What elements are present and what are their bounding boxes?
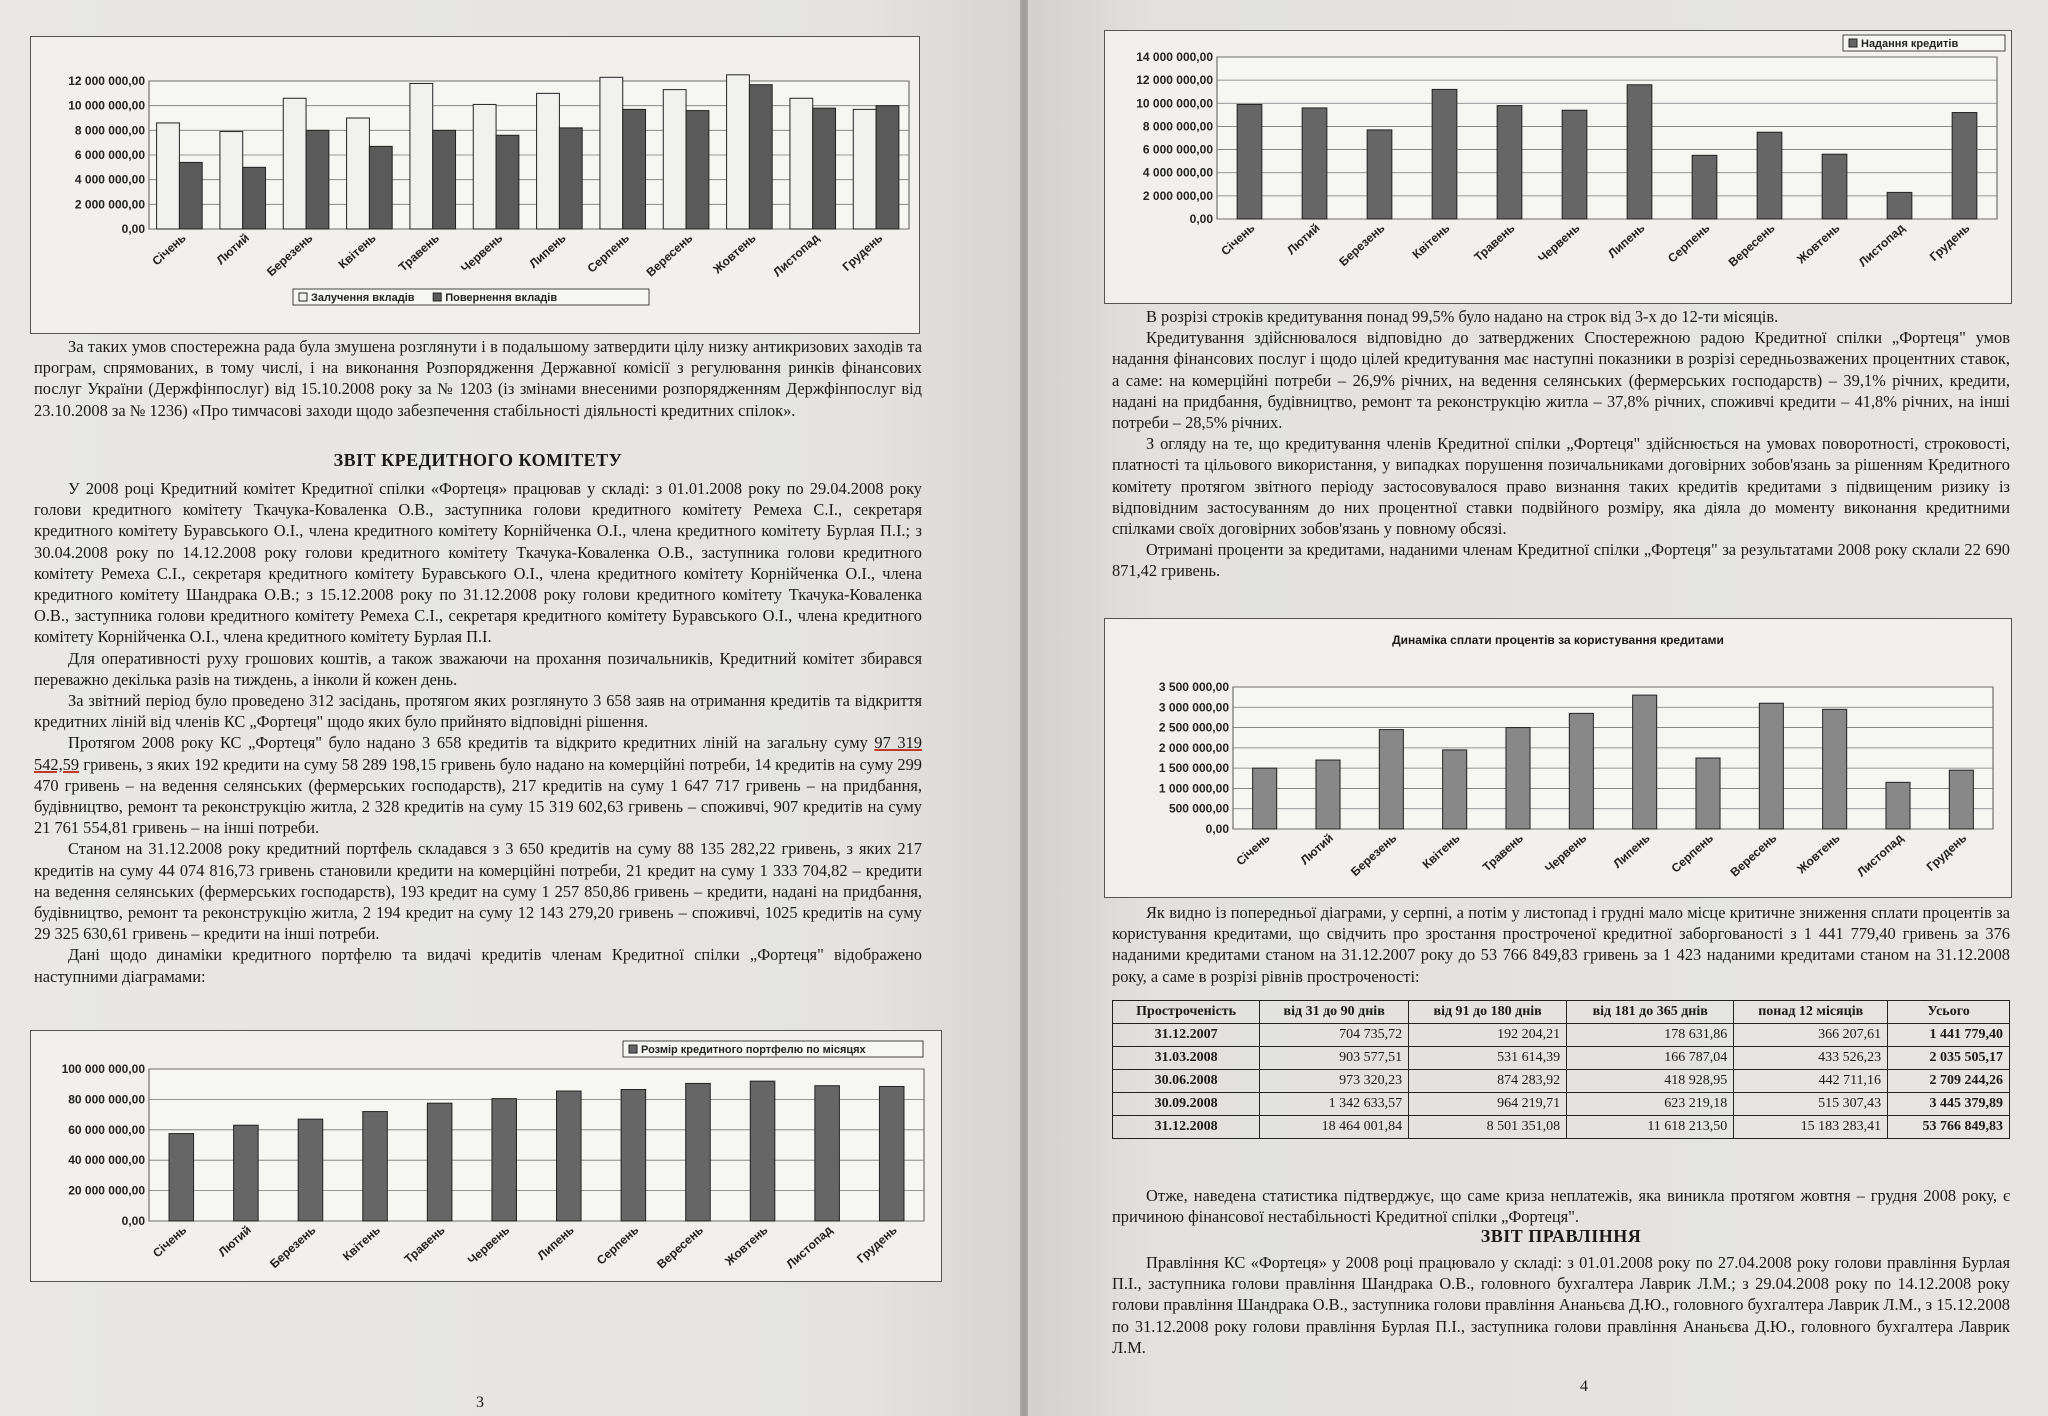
legend-swatch: [1849, 39, 1857, 47]
overdue-table-column-header: Усього: [1888, 1001, 2010, 1024]
bar: [623, 109, 646, 229]
left-page: [0, 0, 1020, 1416]
bar: [686, 111, 709, 229]
category-label: Серпень: [593, 1222, 642, 1268]
bar: [1367, 130, 1392, 219]
category-label: Липень: [1610, 830, 1653, 871]
loans-issued-sum: 97 319 542,59: [34, 733, 922, 774]
category-label: Вересень: [1725, 220, 1778, 270]
category-label: Липень: [534, 1222, 577, 1263]
table-row: [1113, 1116, 2010, 1139]
table-row: [1113, 1047, 2010, 1070]
y-tick-label: 14 000 000,00: [1136, 50, 1213, 64]
category-label: Червень: [464, 1222, 513, 1268]
interest-chart-svg: [1105, 619, 2011, 897]
bar: [750, 1081, 775, 1221]
y-tick-label: 10 000 000,00: [1136, 96, 1213, 111]
chart-legend: [623, 1041, 923, 1057]
overdue-table-column-header: понад 12 місяців: [1734, 1001, 1888, 1024]
chart-legend: [293, 289, 649, 305]
bar: [410, 83, 433, 229]
right-text-bottom: [1112, 1185, 2010, 1227]
credit-committee-heading: ЗВІТ КРЕДИТНОГО КОМІТЕТУ: [333, 450, 623, 470]
category-label: Липень: [526, 230, 569, 271]
category-label: Серпень: [1665, 220, 1713, 266]
deposits-chart-svg: [31, 37, 919, 333]
category-label: Листопад: [1854, 830, 1907, 880]
y-tick-label: 40 000 000,00: [68, 1153, 145, 1168]
bar: [600, 77, 623, 229]
category-label: Січень: [1218, 220, 1258, 259]
legend-label: Надання кредитів: [1861, 38, 1959, 50]
bar: [727, 75, 750, 229]
category-label: Жовтень: [1794, 830, 1843, 877]
y-tick-label: 0,00: [1189, 212, 1213, 226]
bar: [876, 106, 899, 229]
paragraph-board-composition: Правління КС «Фортеця» у 2008 році працювало у складі: з 01.01.2008 року по 27.04.2008 року голови правління Бурлая П.І., заступника голови правління Шандрака О.В., головного бухгалтера Лаврик Л.М.; з 29.04.2008 року по 14.12.2008 року голови правління Шандрака О.В., заступника голови правління Ананьєва Д.Ю., головного бухгалтера Лаврик Л.М., з 15.12.2008 по 31.12.2008 року голови правління Бурлая П.І., заступника голови правління Ананьєва Д.Ю., головного бухгалтера Лаврик Л.М.: [1112, 1253, 2010, 1357]
paragraph-interest-rates: Кредитування здійснювалося відповідно до затверджених Спостережною радою Кредитної спілки „Фортеця" умов надання фінансових послуг і щодо цілей кредитування має наступні показники в розрізі середньозважених процентних ставок, а саме: на комерційні потреби – 26,9% річних, на ведення селянських (фермерських господарств) – 39,1% річних, кредити, надані на придбання, будівництво, ремонт та реконструкцію житла – 37,8% річних, споживчі кредити – 41,8% річних, на інші потреби – 28,5% річних.: [1112, 328, 2010, 433]
legend-swatch: [299, 293, 307, 301]
category-label: Квітень: [1409, 220, 1453, 262]
y-tick-label: 4 000 000,00: [74, 172, 145, 187]
table-cell: 31.12.2008: [1113, 1116, 1260, 1139]
paragraph-loans-issued: [34, 732, 922, 838]
category-label: Лютий: [213, 230, 253, 268]
paragraph-interest-received: Отримані проценти за кредитами, наданими членам Кредитної спілки „Фортеця" за результатами 2008 року склали 22 690 871,42 гривень.: [1112, 540, 2010, 581]
page-number-right: 4: [1580, 1378, 1588, 1395]
plot-area: [1217, 57, 1997, 219]
category-label: Жовтень: [722, 1222, 771, 1269]
table-cell: 442 711,16: [1734, 1070, 1888, 1093]
category-label: Січень: [1233, 830, 1273, 869]
table-cell: 30.06.2008: [1113, 1070, 1260, 1093]
bar: [1757, 132, 1782, 219]
category-label: Лютий: [215, 1222, 254, 1260]
legend-swatch: [433, 293, 441, 301]
bar: [496, 135, 519, 229]
loans-issued-chart-svg: [1105, 31, 2011, 303]
bar: [1497, 106, 1522, 219]
category-label: Травень: [1479, 830, 1527, 875]
bar: [1949, 770, 1973, 829]
portfolio-chart-svg: [31, 1031, 941, 1281]
category-label: Березень: [264, 230, 316, 279]
y-tick-label: 2 000 000,00: [1158, 740, 1229, 755]
bar: [363, 1112, 388, 1221]
category-label: Березень: [1348, 830, 1400, 879]
table-cell: 531 614,39: [1409, 1047, 1567, 1070]
y-tick-label: 3 500 000,00: [1158, 680, 1229, 694]
bar: [234, 1125, 259, 1221]
loans-issued-end: гривень, з яких 192 кредити на суму 58 289 198,15 гривень було надано на комерційні потреби, 14 кредитів на суму 299 470 гривень – на ведення селянських (фермерських господарств), 217 кредитів на суму 1 647 717 гривень – на придбання, будівництво, ремонт та реконструкцію житла, 2 328 кредитів на суму 15 319 602,63 гривень – споживчі, 907 кредитів на суму 21 761 554,81 гривень – на інші потреби.: [34, 754, 922, 838]
plot-area: [1233, 687, 1993, 829]
legend-label: Розмір кредитного портфелю по місяцях: [641, 1044, 866, 1056]
table-cell: 3 445 379,89: [1888, 1093, 2010, 1116]
bar: [179, 162, 202, 229]
bar: [427, 1103, 452, 1221]
legend-label: Залучення вкладів: [311, 292, 415, 304]
category-label: Травень: [395, 230, 443, 275]
bar: [298, 1119, 323, 1221]
bar: [492, 1099, 517, 1221]
loans-issued-start: Протягом 2008 року КС „Фортеця" було надано 3 658 кредитів та відкрито кредитних ліній на загальну суму: [68, 733, 875, 753]
overdue-table-column-header: від 91 до 180 днів: [1409, 1001, 1567, 1024]
table-cell: 903 577,51: [1260, 1047, 1409, 1070]
legend-swatch: [629, 1045, 637, 1053]
bar: [686, 1083, 711, 1221]
plot-area: [149, 1069, 924, 1221]
paragraph-text: Як видно із попередньої діаграми, у серпні, а потім у листопад і грудні мало місце критичне зниження сплати процентів за користування кредитами, що свідчить про зростання простроченої кредитної заборгованості з 1 441 779,40 гривень за 376 наданими кредитами станом на 31.12.2007 року до 53 766 849,83 гривень за 1 423 наданими кредитами станом на 31.12.2008 року, а саме в розрізі рівнів простроченості:: [1112, 903, 2010, 986]
overdue-table-column-header: від 181 до 365 днів: [1567, 1001, 1734, 1024]
table-cell: 2 035 505,17: [1888, 1047, 2010, 1070]
overdue-table-header: [1113, 1001, 2010, 1024]
table-cell: 31.12.2007: [1113, 1024, 1260, 1047]
legend-label: Повернення вкладів: [445, 292, 558, 304]
portfolio-chart: [30, 1030, 942, 1282]
y-tick-label: 0,00: [121, 222, 145, 236]
table-cell: 15 183 283,41: [1734, 1116, 1888, 1139]
y-tick-label: 3 000 000,00: [1158, 700, 1229, 715]
category-label: Травень: [401, 1222, 448, 1267]
bar: [749, 85, 772, 229]
y-tick-label: 8 000 000,00: [74, 123, 145, 138]
board-text: [1112, 1252, 2010, 1358]
category-label: Січень: [150, 1222, 190, 1261]
right-page: [1028, 0, 2048, 1416]
y-tick-label: 6 000 000,00: [1142, 142, 1213, 157]
bar: [1253, 768, 1277, 829]
table-cell: 8 501 351,08: [1409, 1116, 1567, 1139]
bar: [369, 146, 392, 229]
bar: [473, 104, 496, 229]
bar: [1759, 703, 1783, 829]
paragraph-portfolio: Станом на 31.12.2008 року кредитний портфель складався з 3 650 кредитів на суму 88 135 282,22 гривень, з яких 217 кредитів на суму 44 074 816,73 гривень становили кредити на комерційні потреби, 21 кредит на суму 1 333 704,82 – кредити на ведення селянських (фермерських господарств), 193 кредит на суму 1 257 850,86 гривень – кредити, надані на придбання, будівництво, ремонт та реконструкцію житла, 2 194 кредит на суму 12 143 279,20 гривень – споживчі, 1025 кредитів на суму 29 325 630,61 гривень – кредити на інші потреби.: [34, 839, 922, 944]
overdue-table-column-header: від 31 до 90 днів: [1260, 1001, 1409, 1024]
bar: [1886, 782, 1910, 829]
table-cell: 166 787,04: [1567, 1047, 1734, 1070]
category-label: Листопад: [770, 230, 823, 280]
y-tick-label: 20 000 000,00: [68, 1183, 145, 1198]
bar: [879, 1086, 904, 1221]
table-cell: 418 928,95: [1567, 1070, 1734, 1093]
category-label: Грудень: [1923, 830, 1970, 874]
category-label: Квітень: [1419, 830, 1463, 872]
bar: [1696, 758, 1720, 829]
bar: [283, 98, 306, 229]
y-tick-label: 12 000 000,00: [1136, 73, 1213, 88]
bar: [853, 109, 876, 229]
table-cell: 1 441 779,40: [1888, 1024, 2010, 1047]
category-label: Лютий: [1297, 830, 1337, 868]
bar: [559, 128, 582, 229]
board-heading: ЗВІТ ПРАВЛІННЯ: [1480, 1226, 1642, 1246]
y-tick-label: 1 000 000,00: [1158, 781, 1229, 796]
category-label: Травень: [1471, 220, 1518, 265]
y-tick-label: 500 000,00: [1168, 801, 1229, 816]
category-label: Грудень: [854, 1222, 900, 1266]
category-label: Грудень: [839, 230, 886, 274]
bar: [1633, 695, 1657, 829]
table-cell: 18 464 001,84: [1260, 1116, 1409, 1139]
category-label: Жовтень: [710, 230, 759, 277]
right-text-top: [1112, 306, 2010, 582]
deposits-chart: [30, 36, 920, 334]
bar: [1823, 709, 1847, 829]
table-cell: 433 526,23: [1734, 1047, 1888, 1070]
category-label: Вересень: [1727, 830, 1780, 880]
paragraph-text: За таких умов спостережна рада була змушена розглянути і в подальшому затвердити цілу низку антикризових заходів та програм, спрямованих, в тому числі, і на виконання Розпорядження Державної комісії з регулювання ринків фінансових послуг України (Держфінпослуг) від 15.10.2008 року за № 1203 (із змінами внесеними розпорядженням Держфінпослуг від 23.10.2008 за № 1236) «Про тимчасові заходи щодо забезпечення стабільності діяльності кредитних спілок».: [34, 337, 922, 420]
y-tick-label: 2 500 000,00: [1158, 720, 1229, 735]
table-cell: 515 307,43: [1734, 1093, 1888, 1116]
category-label: Серпень: [584, 230, 633, 276]
table-cell: 11 618 213,50: [1567, 1116, 1734, 1139]
paragraph-overdue-intro: [1112, 902, 2010, 987]
bar: [790, 98, 813, 229]
y-tick-label: 12 000 000,00: [68, 74, 145, 88]
bar: [220, 132, 243, 229]
bar: [1562, 110, 1587, 219]
overdue-table-column-header: Простроченість: [1113, 1001, 1260, 1024]
paragraph-conclusion: Отже, наведена статистика підтверджує, що саме криза неплатежів, яка виникла протягом жовтня – грудня 2008 року, є причиною фінансової нестабільності Кредитної спілки „Фортеця".: [1112, 1186, 2010, 1227]
category-label: Листопад: [783, 1222, 836, 1272]
bar: [347, 118, 370, 229]
paragraph-charts-intro: Дані щодо динаміки кредитного портфелю та видачі кредитів членам Кредитної спілки „Фортеця" відображено наступними діаграмами:: [34, 945, 922, 986]
table-cell: 623 219,18: [1567, 1093, 1734, 1116]
overdue-table: [1112, 1000, 2010, 1139]
paragraph-meetings-count: За звітний період було проведено 312 засідань, протягом яких розглянуто 3 658 заяв на отримання кредитів та відкриття кредитних ліній від членів КС „Фортеця" щодо яких було прийнято відповідні рішення.: [34, 691, 922, 732]
y-tick-label: 100 000 000,00: [61, 1062, 145, 1076]
category-label: Квітень: [340, 1222, 384, 1264]
credit-committee-text: [34, 478, 922, 987]
table-row: [1113, 1093, 2010, 1116]
paragraph-meetings-frequency: Для оперативності руху грошових коштів, а також зважаючи на прохання позичальників, Кредитний комітет збирався переважно декілька разів на тиждень, а інколи й кожен день.: [34, 648, 922, 689]
bar: [557, 1091, 582, 1221]
table-cell: 1 342 633,57: [1260, 1093, 1409, 1116]
y-tick-label: 0,00: [1205, 822, 1229, 836]
table-cell: 964 219,71: [1409, 1093, 1567, 1116]
bar: [1237, 104, 1262, 219]
bar: [433, 130, 456, 229]
y-tick-label: 8 000 000,00: [1142, 119, 1213, 134]
category-label: Червень: [458, 230, 506, 276]
y-tick-label: 10 000 000,00: [68, 98, 145, 113]
bar: [537, 93, 560, 229]
table-cell: 704 735,72: [1260, 1024, 1409, 1047]
bar: [621, 1090, 646, 1221]
category-label: Серпень: [1668, 830, 1717, 876]
loans-issued-chart: [1104, 30, 2012, 304]
category-label: Листопад: [1855, 220, 1908, 270]
category-label: Червень: [1542, 830, 1590, 876]
category-label: Вересень: [643, 230, 696, 280]
table-cell: 53 766 849,83: [1888, 1116, 2010, 1139]
bar: [1302, 108, 1327, 219]
bar: [813, 108, 836, 229]
paragraph-loan-terms: В розрізі строків кредитування понад 99,5% було надано на строк від 3-х до 12-ти місяців.: [1146, 307, 1779, 326]
bar: [1887, 192, 1912, 219]
bar: [169, 1134, 194, 1221]
y-tick-label: 6 000 000,00: [74, 148, 145, 162]
bar: [1316, 760, 1340, 829]
bar: [1443, 750, 1467, 829]
y-tick-label: 0,00: [121, 1214, 145, 1228]
table-cell: 973 320,23: [1260, 1070, 1409, 1093]
bar: [815, 1086, 840, 1221]
table-cell: 192 204,21: [1409, 1024, 1567, 1047]
category-label: Квітень: [335, 230, 379, 272]
y-tick-label: 1 500 000,00: [1158, 761, 1229, 776]
table-row: [1113, 1070, 2010, 1093]
table-cell: 366 207,61: [1734, 1024, 1888, 1047]
y-tick-label: 80 000 000,00: [68, 1092, 145, 1107]
interest-chart: [1104, 618, 2012, 898]
y-tick-label: 60 000 000,00: [68, 1122, 145, 1137]
y-tick-label: 2 000 000,00: [1142, 188, 1213, 203]
category-label: Березень: [267, 1222, 319, 1271]
category-label: Березень: [1336, 220, 1388, 269]
bar: [243, 167, 266, 229]
bar: [1432, 89, 1457, 219]
category-label: Жовтень: [1794, 220, 1843, 267]
bar: [306, 130, 329, 229]
paragraph-committee-composition: У 2008 році Кредитний комітет Кредитної спілки «Фортеця» працював у складі: з 01.01.2008 року по 29.04.2008 року голови кредитного комітету Ткачука-Коваленка О.В., заступника голови кредитного комітету Ремеха С.І., секретаря кредитного комітету Буравського О.І., члена кредитного комітету Корнійченка О.І., члена кредитного комітету Бурлая П.І.; з 30.04.2008 року по 14.12.2008 року голови кредитного комітету Ткачука-Коваленка О.В., заступника голови кредитного комітету Ремеха С.І., секретаря кредитного комітету Буравського О.І., члена кредитного комітету Корнійченка О.І., члена кредитного комітету Шандрака О.В.; з 15.12.2008 року по 31.12.2008 року голови кредитного комітету Ткачука-Коваленка О.В., заступника голови кредитного комітету Ремеха С.І., секретаря кредитного комітету Буравського О.І., члена кредитного комітету Корнійченка О.І., члена кредитного комітету Бурлая П.І.: [34, 479, 922, 647]
category-label: Червень: [1535, 220, 1583, 266]
category-label: Липень: [1605, 220, 1648, 261]
bar: [1379, 730, 1403, 829]
table-cell: 30.09.2008: [1113, 1093, 1260, 1116]
y-tick-label: 2 000 000,00: [74, 197, 145, 212]
category-label: Січень: [149, 230, 189, 269]
y-tick-label: 4 000 000,00: [1142, 165, 1213, 180]
category-label: Вересень: [654, 1222, 706, 1272]
bar: [1952, 113, 1977, 219]
bar: [1569, 713, 1593, 829]
category-label: Грудень: [1926, 220, 1973, 264]
category-label: Лютий: [1284, 220, 1323, 258]
table-cell: 31.03.2008: [1113, 1047, 1260, 1070]
table-cell: 178 631,86: [1567, 1024, 1734, 1047]
interest-chart-title: Динаміка сплати процентів за користування кредитами: [1392, 633, 1724, 647]
page-number-left: 3: [476, 1394, 484, 1411]
bar: [1822, 154, 1847, 219]
chart-legend: [1843, 35, 2005, 51]
bar: [1692, 155, 1717, 219]
table-cell: 2 709 244,26: [1888, 1070, 2010, 1093]
table-row: [1113, 1024, 2010, 1047]
bar: [663, 90, 686, 229]
paragraph-anticrisis: [34, 336, 922, 421]
paragraph-risk-loans: З огляду на те, що кредитування членів Кредитної спілки „Фортеця" здійснюється на умовах поворотності, строковості, платності та цільового використання, у випадках порушення позичальниками договірних зобов'язань за рішенням Кредитного комітету протягом звітного періоду застосовувалося право визнання таких кредитів кредитами з підвищеним ризику із відповідним застосуванням до них процентної ставки подвійного розміру, яка діяла до моменту виконання кредитними спілками своїх договірних зобов'язань у повному обсязі.: [1112, 434, 2010, 539]
table-cell: 874 283,92: [1409, 1070, 1567, 1093]
bar: [1627, 85, 1652, 219]
bar: [157, 123, 180, 229]
bar: [1506, 728, 1530, 829]
